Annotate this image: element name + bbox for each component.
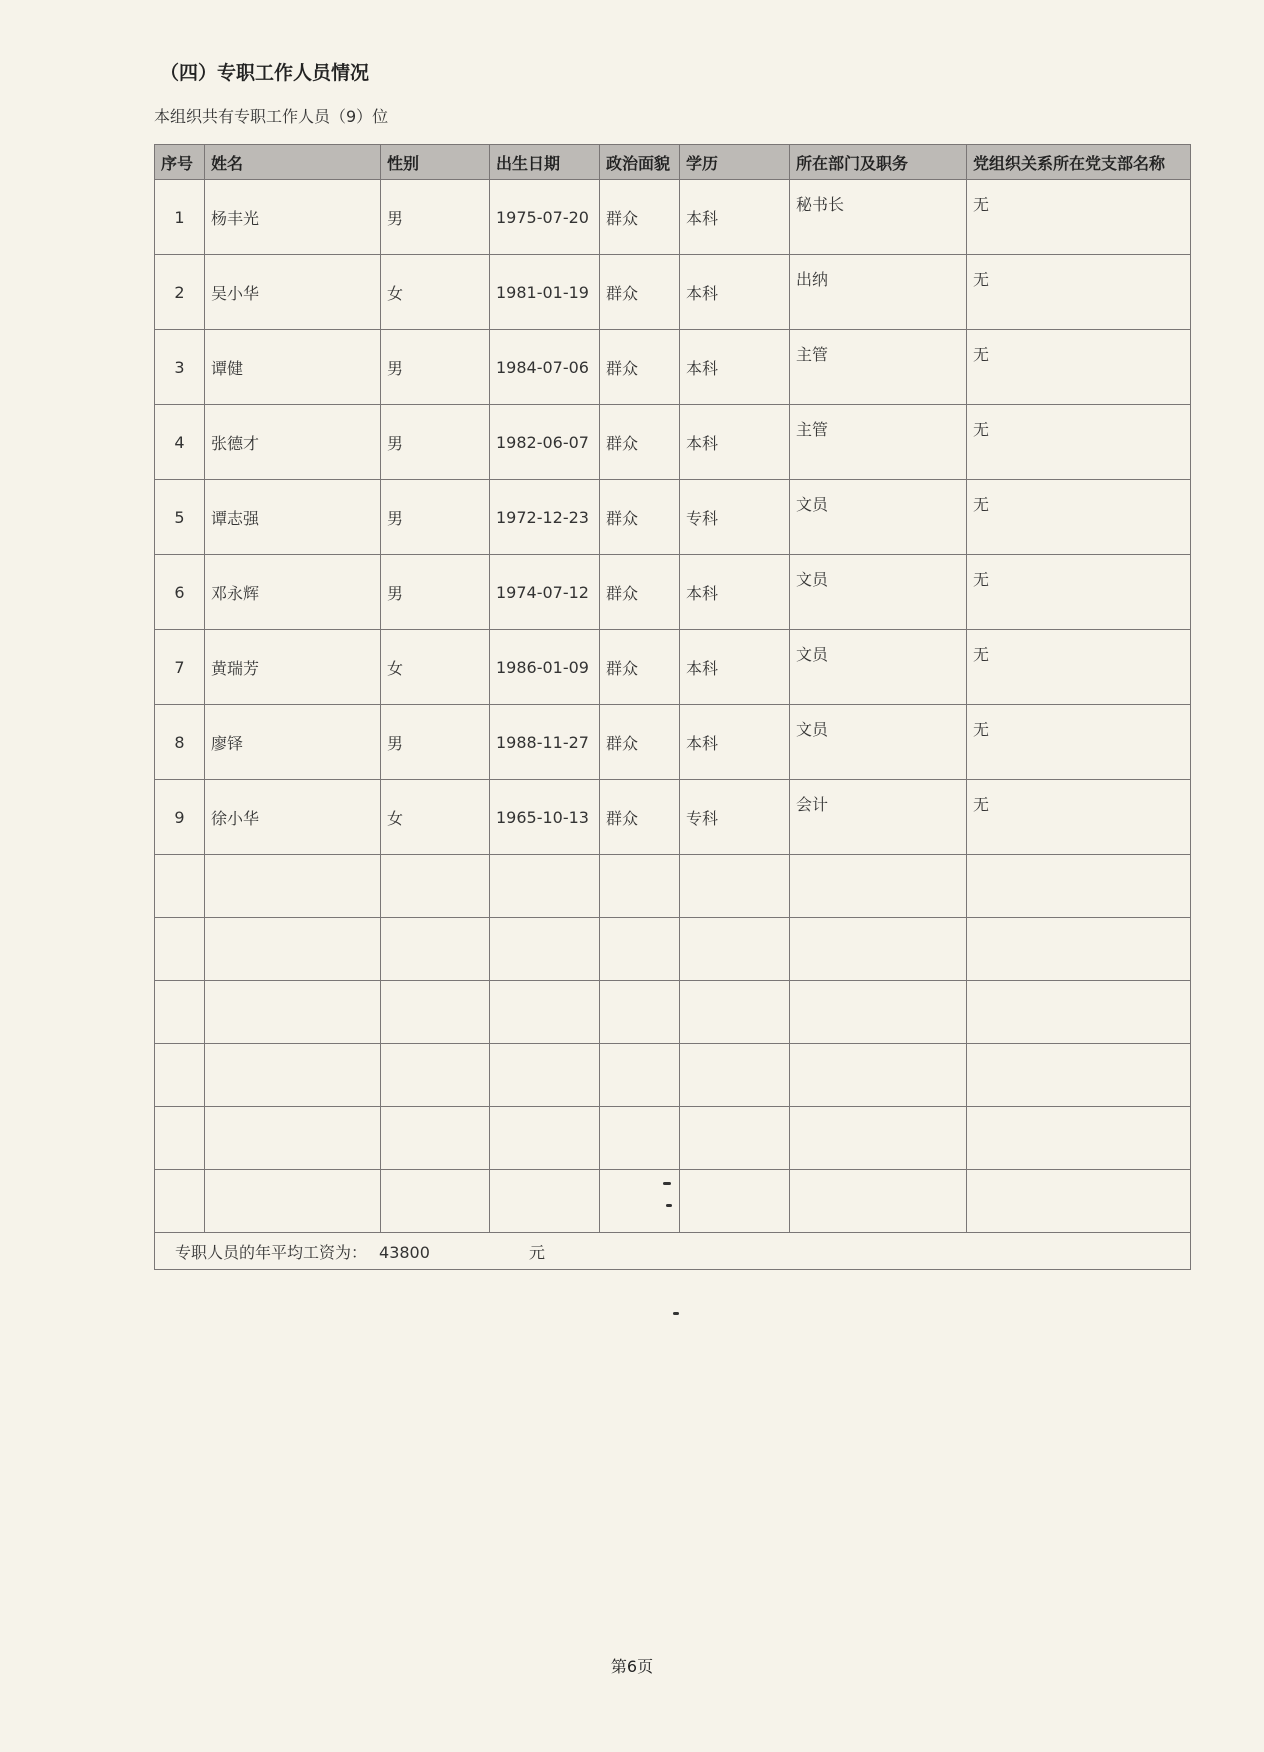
empty-cell xyxy=(967,855,1191,918)
empty-cell xyxy=(680,855,790,918)
empty-cell xyxy=(490,918,600,981)
cell-gender: 女 xyxy=(381,255,490,330)
empty-cell xyxy=(490,1170,600,1233)
empty-cell xyxy=(155,855,205,918)
cell-political-status: 群众 xyxy=(600,630,680,705)
empty-cell xyxy=(600,1107,680,1170)
cell-gender: 男 xyxy=(381,705,490,780)
table-row xyxy=(155,630,1191,705)
header-department-position: 所在部门及职务 xyxy=(790,145,967,180)
empty-cell xyxy=(381,855,490,918)
empty-cell xyxy=(790,918,967,981)
table-row xyxy=(155,255,1191,330)
cell-no: 2 xyxy=(155,255,205,330)
empty-cell xyxy=(790,1044,967,1107)
empty-cell xyxy=(967,981,1191,1044)
empty-cell xyxy=(680,1170,790,1233)
empty-cell xyxy=(490,1044,600,1107)
cell-department-position: 出纳 xyxy=(790,255,967,330)
cell-birthdate: 1981-01-19 xyxy=(490,255,600,330)
cell-birthdate: 1974-07-12 xyxy=(490,555,600,630)
cell-gender: 男 xyxy=(381,180,490,255)
cell-name: 黄瑞芳 xyxy=(205,630,381,705)
salary-label: 专职人员的年平均工资为： xyxy=(175,1242,368,1262)
empty-cell xyxy=(155,1107,205,1170)
empty-cell xyxy=(790,1170,967,1233)
cell-birthdate: 1982-06-07 xyxy=(490,405,600,480)
empty-cell xyxy=(205,855,381,918)
empty-cell xyxy=(381,918,490,981)
cell-party-branch: 无 xyxy=(967,630,1191,705)
empty-cell xyxy=(600,1170,680,1233)
empty-cell xyxy=(155,1044,205,1107)
empty-cell xyxy=(155,981,205,1044)
empty-cell xyxy=(490,855,600,918)
cell-birthdate: 1986-01-09 xyxy=(490,630,600,705)
cell-name: 谭志强 xyxy=(205,480,381,555)
cell-party-branch: 无 xyxy=(967,480,1191,555)
cell-birthdate: 1972-12-23 xyxy=(490,480,600,555)
cell-gender: 男 xyxy=(381,480,490,555)
salary-unit: 元 xyxy=(529,1242,546,1262)
cell-gender: 男 xyxy=(381,405,490,480)
empty-cell xyxy=(680,981,790,1044)
cell-name: 吴小华 xyxy=(205,255,381,330)
cell-political-status: 群众 xyxy=(600,555,680,630)
empty-cell xyxy=(790,981,967,1044)
table-row xyxy=(155,555,1191,630)
empty-cell xyxy=(490,1107,600,1170)
cell-department-position: 会计 xyxy=(790,780,967,855)
header-birthdate: 出生日期 xyxy=(490,145,600,180)
table-row xyxy=(155,405,1191,480)
cell-political-status: 群众 xyxy=(600,780,680,855)
empty-cell xyxy=(155,918,205,981)
header-no: 序号 xyxy=(155,145,205,180)
cell-birthdate: 1988-11-27 xyxy=(490,705,600,780)
cell-no: 8 xyxy=(155,705,205,780)
salary-footer-row xyxy=(155,1233,1191,1270)
empty-cell xyxy=(967,918,1191,981)
cell-political-status: 群众 xyxy=(600,180,680,255)
empty-cell xyxy=(381,1170,490,1233)
cell-birthdate: 1965-10-13 xyxy=(490,780,600,855)
header-education: 学历 xyxy=(680,145,790,180)
table-row xyxy=(155,480,1191,555)
cell-name: 廖铎 xyxy=(205,705,381,780)
cell-education: 本科 xyxy=(680,330,790,405)
cell-education: 本科 xyxy=(680,555,790,630)
cell-name: 谭健 xyxy=(205,330,381,405)
empty-cell xyxy=(600,1044,680,1107)
cell-gender: 女 xyxy=(381,780,490,855)
cell-department-position: 秘书长 xyxy=(790,180,967,255)
empty-cell xyxy=(790,855,967,918)
cell-party-branch: 无 xyxy=(967,780,1191,855)
empty-cell xyxy=(680,918,790,981)
cell-party-branch: 无 xyxy=(967,255,1191,330)
cell-name: 杨丰光 xyxy=(205,180,381,255)
cell-education: 本科 xyxy=(680,255,790,330)
empty-cell xyxy=(680,1107,790,1170)
empty-cell xyxy=(967,1044,1191,1107)
cell-department-position: 文员 xyxy=(790,480,967,555)
empty-cell xyxy=(381,1044,490,1107)
empty-cell xyxy=(967,1170,1191,1233)
empty-table-row xyxy=(155,918,1191,981)
cell-birthdate: 1984-07-06 xyxy=(490,330,600,405)
cell-party-branch: 无 xyxy=(967,405,1191,480)
scan-speck xyxy=(666,1204,672,1207)
header-gender: 性别 xyxy=(381,145,490,180)
cell-birthdate: 1975-07-20 xyxy=(490,180,600,255)
cell-party-branch: 无 xyxy=(967,705,1191,780)
cell-education: 本科 xyxy=(680,180,790,255)
cell-education: 本科 xyxy=(680,405,790,480)
empty-cell xyxy=(155,1170,205,1233)
empty-table-row xyxy=(155,855,1191,918)
empty-cell xyxy=(205,1107,381,1170)
cell-party-branch: 无 xyxy=(967,180,1191,255)
cell-political-status: 群众 xyxy=(600,405,680,480)
cell-political-status: 群众 xyxy=(600,330,680,405)
cell-department-position: 主管 xyxy=(790,405,967,480)
cell-political-status: 群众 xyxy=(600,480,680,555)
empty-cell xyxy=(680,1044,790,1107)
cell-no: 7 xyxy=(155,630,205,705)
table-row xyxy=(155,780,1191,855)
cell-name: 邓永辉 xyxy=(205,555,381,630)
header-political-status: 政治面貌 xyxy=(600,145,680,180)
empty-cell xyxy=(205,981,381,1044)
empty-table-row xyxy=(155,1170,1191,1233)
cell-party-branch: 无 xyxy=(967,330,1191,405)
cell-political-status: 群众 xyxy=(600,705,680,780)
empty-cell xyxy=(381,1107,490,1170)
header-party-branch: 党组织关系所在党支部名称 xyxy=(967,145,1191,180)
empty-rows xyxy=(155,855,1191,1233)
empty-cell xyxy=(490,981,600,1044)
cell-no: 3 xyxy=(155,330,205,405)
cell-education: 专科 xyxy=(680,480,790,555)
empty-cell xyxy=(600,981,680,1044)
cell-no: 6 xyxy=(155,555,205,630)
cell-name: 张德才 xyxy=(205,405,381,480)
empty-cell xyxy=(600,855,680,918)
scan-speck xyxy=(663,1182,671,1185)
cell-department-position: 文员 xyxy=(790,630,967,705)
cell-department-position: 文员 xyxy=(790,705,967,780)
section-title: （四）专职工作人员情况 xyxy=(160,62,370,84)
header-name: 姓名 xyxy=(205,145,381,180)
cell-no: 4 xyxy=(155,405,205,480)
cell-education: 本科 xyxy=(680,705,790,780)
table-header-row xyxy=(155,145,1191,180)
cell-no: 9 xyxy=(155,780,205,855)
table-row xyxy=(155,180,1191,255)
empty-cell xyxy=(205,1044,381,1107)
empty-cell xyxy=(205,918,381,981)
empty-cell xyxy=(790,1107,967,1170)
empty-table-row xyxy=(155,981,1191,1044)
cell-gender: 男 xyxy=(381,330,490,405)
cell-party-branch: 无 xyxy=(967,555,1191,630)
staff-count-text: 本组织共有专职工作人员（9）位 xyxy=(154,107,389,126)
scan-speck xyxy=(673,1312,679,1315)
cell-gender: 男 xyxy=(381,555,490,630)
empty-cell xyxy=(967,1107,1191,1170)
table-row xyxy=(155,330,1191,405)
cell-no: 1 xyxy=(155,180,205,255)
empty-cell xyxy=(600,918,680,981)
cell-department-position: 文员 xyxy=(790,555,967,630)
cell-department-position: 主管 xyxy=(790,330,967,405)
table-row xyxy=(155,705,1191,780)
empty-table-row xyxy=(155,1044,1191,1107)
cell-gender: 女 xyxy=(381,630,490,705)
cell-name: 徐小华 xyxy=(205,780,381,855)
staff-table xyxy=(154,144,1191,1270)
empty-cell xyxy=(381,981,490,1044)
cell-education: 专科 xyxy=(680,780,790,855)
empty-table-row xyxy=(155,1107,1191,1170)
empty-cell xyxy=(205,1170,381,1233)
cell-political-status: 群众 xyxy=(600,255,680,330)
salary-cell xyxy=(155,1233,1191,1270)
cell-education: 本科 xyxy=(680,630,790,705)
salary-value: 43800 xyxy=(379,1242,430,1262)
page-number: 第6页 xyxy=(610,1657,654,1676)
cell-no: 5 xyxy=(155,480,205,555)
